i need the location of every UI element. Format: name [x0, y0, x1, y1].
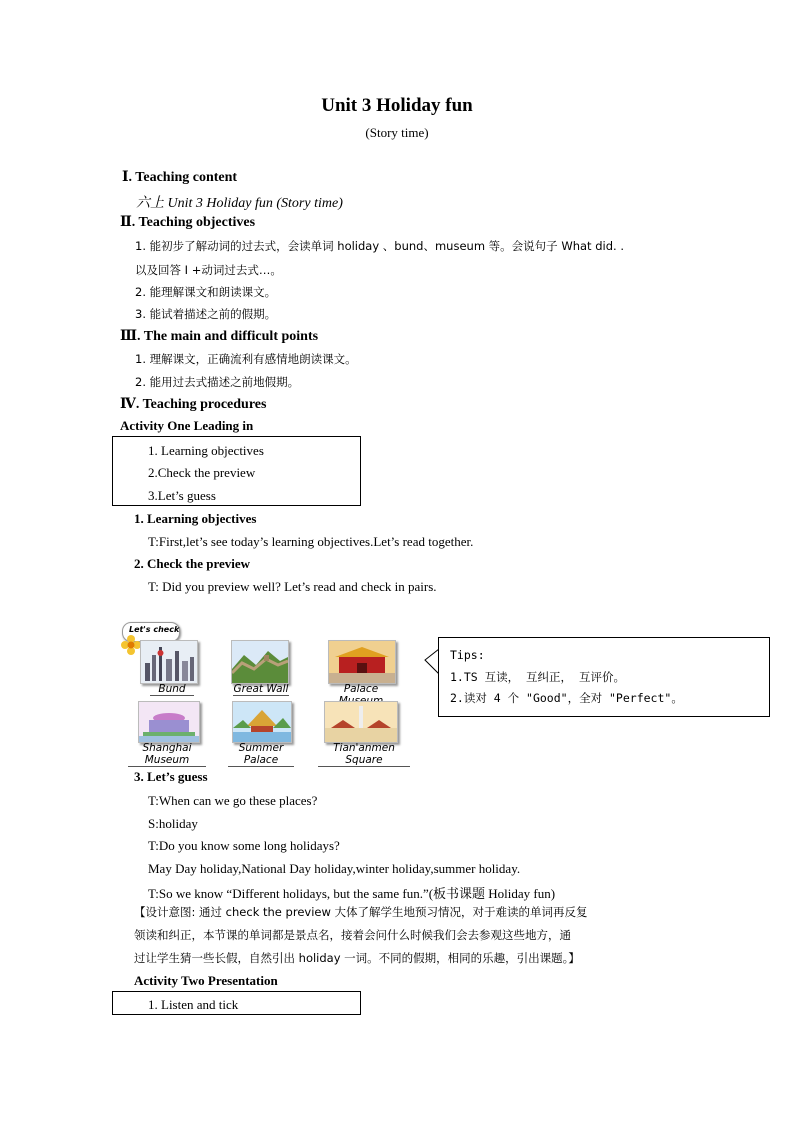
guess-line-3: T:Do you know some long holidays?: [148, 838, 340, 853]
tips-line-1: 1.TS 互读， 互纠正， 互评价。: [450, 670, 625, 684]
bund-image: [140, 640, 198, 684]
activity-one-box: [112, 436, 361, 506]
lets-check-label: Let's check: [129, 625, 180, 634]
design-line-1: 【设计意图: 通过 check the preview 大体了解学生地预习情况，对于难读的单词再反复: [134, 905, 588, 919]
tips-line-2: 2.读对 4 个 "Good"，全对 "Perfect"。: [450, 691, 683, 705]
guess-line-1: T:When can we go these places?: [148, 793, 318, 808]
sub-heading-learning-objectives: 1. Learning objectives: [134, 511, 257, 526]
objective-3: 3. 能试着描述之前的假期。: [135, 307, 277, 321]
learning-objectives-text: T:First,let’s see today’s learning objectives.Let’s read together.: [148, 534, 474, 549]
guess-line-4: May Day holiday,National Day holiday,winter holiday,summer holiday.: [148, 861, 521, 876]
section-3-heading: Ⅲ. The main and difficult points: [120, 329, 319, 344]
page-title: Unit 3 Holiday fun: [321, 95, 473, 116]
section-4-heading: Ⅳ. Teaching procedures: [120, 397, 267, 412]
section-2-heading: Ⅱ. Teaching objectives: [120, 215, 256, 230]
caption-shanghai-museum: Shanghai Museum: [128, 742, 206, 767]
objective-1: 1. 能初步了解动词的过去式，会读单词 holiday 、bund、museum 等。会说句子 What did. .: [135, 239, 624, 253]
tips-box: [438, 637, 770, 717]
box-item-1: 1. Learning objectives: [148, 443, 264, 458]
activity-two-box: [112, 991, 361, 1015]
section-1-text: 六上 Unit 3 Holiday fun (Story time): [136, 196, 343, 211]
box-item-2: 2.Check the preview: [148, 465, 256, 480]
box-item-3: 3.Let’s guess: [148, 488, 216, 503]
point-2: 2. 能用过去式描述之前地假期。: [135, 375, 300, 389]
great-wall-image: [231, 640, 289, 684]
design-line-3: 过让学生猜一些长假，自然引出 holiday 一词。不同的假期，相同的乐趣，引出课题。】: [134, 951, 580, 965]
design-intent-paragraph: [134, 901, 674, 970]
caption-bund: Bund: [150, 683, 194, 696]
caption-palace-museum: Palace: [324, 683, 398, 708]
activity-two-item: 1. Listen and tick: [148, 997, 239, 1012]
sub-heading-lets-guess: 3. Let’s guess: [134, 769, 208, 784]
caption-great-wall: Great Wall: [233, 683, 289, 695]
palace-museum-image: [328, 640, 396, 684]
activity-one-heading: Activity One Leading in: [120, 418, 254, 433]
objective-1-continued: 以及回答 I +动词过去式…。: [135, 263, 282, 277]
point-1: 1. 理解课文，正确流利有感情地朗读课文。: [135, 352, 357, 366]
tiananmen-square-image: [324, 701, 398, 743]
page-subtitle: (Story time): [365, 125, 429, 140]
design-line-2: 领读和纠正，本节课的单词都是景点名，接着会问什么时候我们会去参观这些地方，通: [134, 928, 571, 942]
shanghai-museum-image: [138, 701, 200, 743]
flower-icon: [120, 634, 142, 661]
activity-two-heading: Activity Two Presentation: [134, 973, 278, 988]
caption-summer-palace: Summer Palace: [228, 742, 294, 767]
objective-2: 2. 能理解课文和朗读课文。: [135, 285, 277, 299]
check-preview-text: T: Did you preview well? Let’s read and check in pairs.: [148, 579, 437, 594]
guess-line-2: S:holiday: [148, 816, 198, 831]
sub-heading-check-preview: 2. Check the preview: [134, 556, 251, 571]
caption-tiananmen-square: Tian'anmen Square: [318, 742, 410, 767]
tips-title: Tips:: [450, 648, 485, 662]
summer-palace-image: [232, 701, 292, 743]
guess-line-5: T:So we know “Different holidays, but the same fun.”(板书课题 Holiday fun): [148, 886, 556, 901]
section-1-heading: Ⅰ. Teaching content: [122, 170, 238, 185]
